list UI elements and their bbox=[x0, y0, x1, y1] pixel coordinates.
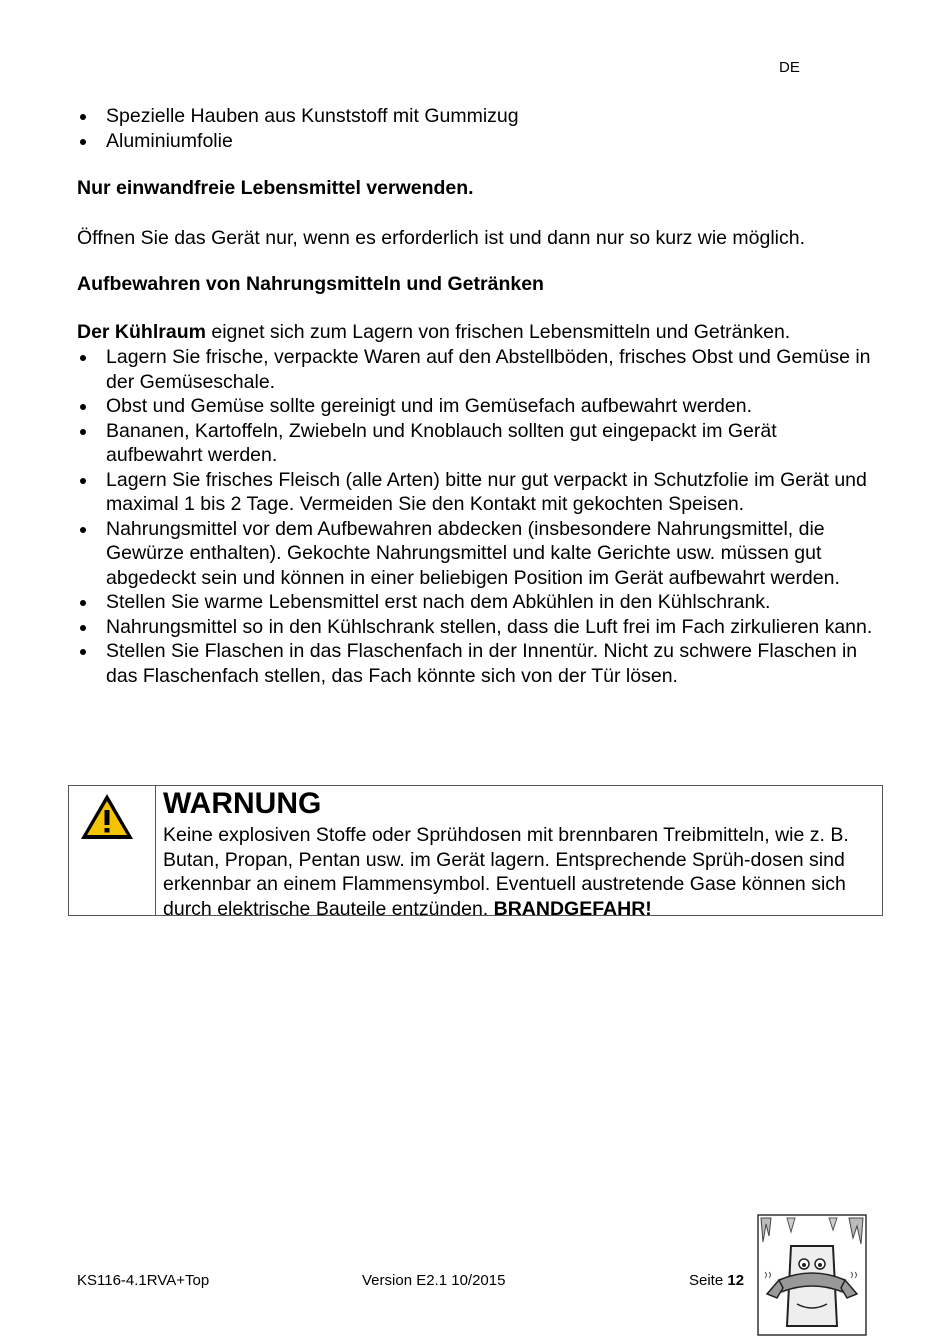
page-number: 12 bbox=[727, 1272, 745, 1289]
footer-version: Version E2.1 10/2015 bbox=[362, 1272, 506, 1289]
fridge-intro-bold: Der Kühlraum bbox=[77, 321, 206, 343]
list-item: Nahrungsmittel vor dem Aufbewahren abdecken (insbesondere Nahrungsmittel, die Gewürze enthalten). Gekochte Nahrungsmittel und kalte Gerichte usw. müssen gut abgedeckt sein und können in einer beliebigen Position im Gerät aufbewahrt werden. bbox=[77, 517, 877, 591]
packaging-list bbox=[77, 104, 877, 153]
language-code: DE bbox=[779, 59, 800, 76]
storage-tips-list bbox=[77, 345, 877, 688]
footer-page bbox=[689, 1269, 744, 1294]
fridge-intro-text: eignet sich zum Lagern von frischen Lebensmitteln und Getränken. bbox=[205, 321, 791, 343]
footer-model: KS116-4.1RVA+Top bbox=[77, 1272, 210, 1289]
warning-body bbox=[163, 823, 863, 921]
list-item: Stellen Sie Flaschen in das Flaschenfach in der Innentür. Nicht zu schwere Flaschen in das Flaschenfach stellen, das Fach könnte sich von der Tür lösen. bbox=[77, 639, 877, 688]
list-item: Aluminiumfolie bbox=[77, 129, 877, 154]
warning-text: Keine explosiven Stoffe oder Sprühdosen mit brennbaren Treibmitteln, wie z. B. Butan, Propan, Pentan usw. im Gerät lagern. Entsprechende Sprüh-dosen sind erkennbar an einem Flammensymbol. Eventuell austretende Gase können sich durch elektrische Bauteile entzünden. bbox=[163, 824, 849, 920]
section-heading: Aufbewahren von Nahrungsmitteln und Getränken bbox=[77, 273, 544, 295]
list-item: Lagern Sie frische, verpackte Waren auf den Abstellböden, frisches Obst und Gemüse in der Gemüseschale. bbox=[77, 345, 877, 394]
page-label: Seite bbox=[689, 1272, 728, 1289]
fridge-intro bbox=[77, 320, 897, 345]
warning-triangle-icon bbox=[78, 791, 136, 843]
mascot-illustration-icon bbox=[757, 1214, 867, 1336]
warning-box bbox=[68, 785, 883, 920]
open-door-note: Öffnen Sie das Gerät nur, wenn es erforderlich ist und dann nur so kurz wie möglich. bbox=[77, 227, 806, 249]
list-item: Nahrungsmittel so in den Kühlschrank stellen, dass die Luft frei im Fach zirkulieren kann. bbox=[77, 615, 877, 640]
warning-emphasis: BRANDGEFAHR! bbox=[493, 897, 652, 920]
list-item: Lagern Sie frisches Fleisch (alle Arten) bitte nur gut verpackt in Schutzfolie im Gerät und maximal 1 bis 2 Tage. Vermeiden Sie den Kontakt mit gekochten Speisen. bbox=[77, 468, 877, 517]
list-item: Stellen Sie warme Lebensmittel erst nach dem Abkühlen in den Kühlschrank. bbox=[77, 590, 877, 615]
warning-icon-cell bbox=[69, 786, 156, 915]
list-item: Spezielle Hauben aus Kunststoff mit Gummizug bbox=[77, 104, 877, 129]
list-item: Bananen, Kartoffeln, Zwiebeln und Knoblauch sollten gut eingepackt im Gerät aufbewahrt werden. bbox=[77, 419, 877, 468]
quality-note: Nur einwandfreie Lebensmittel verwenden. bbox=[77, 177, 474, 199]
list-item: Obst und Gemüse sollte gereinigt und im Gemüsefach aufbewahrt werden. bbox=[77, 394, 877, 419]
warning-title: WARNUNG bbox=[163, 787, 322, 820]
warning-text-cell bbox=[156, 786, 882, 920]
